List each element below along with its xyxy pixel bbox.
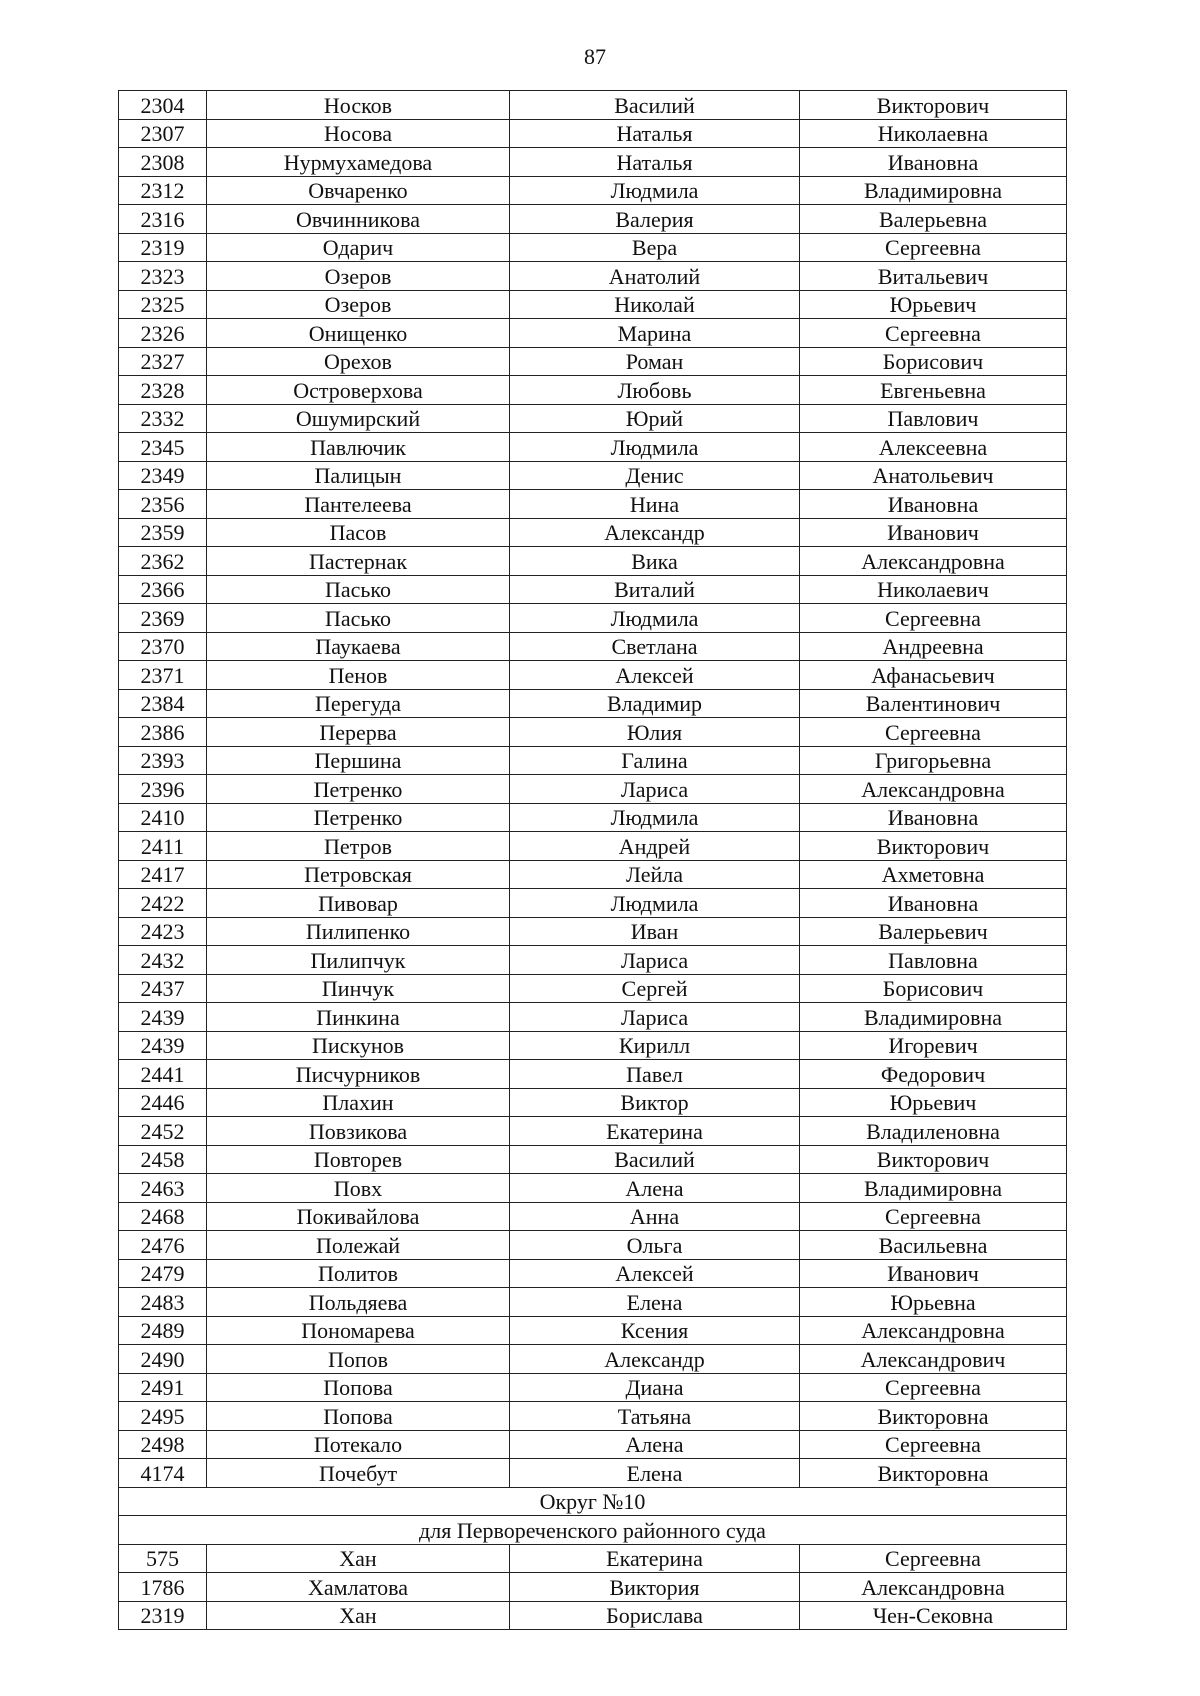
first-name: Борислава <box>510 1601 800 1630</box>
first-name: Наталья <box>510 119 800 148</box>
first-name: Анатолий <box>510 262 800 291</box>
table-row <box>119 746 1067 775</box>
patronymic: Александрович <box>800 1345 1067 1374</box>
last-name: Петренко <box>207 775 510 804</box>
last-name: Петров <box>207 832 510 861</box>
patronymic: Владимировна <box>800 1174 1067 1203</box>
row-number: 2463 <box>119 1174 207 1203</box>
patronymic: Викторовна <box>800 1459 1067 1488</box>
patronymic: Сергеевна <box>800 233 1067 262</box>
row-number: 2369 <box>119 604 207 633</box>
row-number: 2432 <box>119 946 207 975</box>
patronymic: Викторович <box>800 91 1067 120</box>
first-name: Валерия <box>510 205 800 234</box>
last-name: Онищенко <box>207 319 510 348</box>
row-number: 2370 <box>119 632 207 661</box>
row-number: 2319 <box>119 233 207 262</box>
row-number: 2386 <box>119 718 207 747</box>
first-name: Виталий <box>510 575 800 604</box>
first-name: Наталья <box>510 148 800 177</box>
table-row <box>119 604 1067 633</box>
table-row <box>119 689 1067 718</box>
first-name: Людмила <box>510 889 800 918</box>
patronymic: Сергеевна <box>800 319 1067 348</box>
first-name: Галина <box>510 746 800 775</box>
juror-list-table <box>118 90 1067 1630</box>
table-row <box>119 1231 1067 1260</box>
table-row <box>119 1117 1067 1146</box>
patronymic: Николаевич <box>800 575 1067 604</box>
patronymic: Игоревич <box>800 1031 1067 1060</box>
row-number: 2316 <box>119 205 207 234</box>
first-name: Алексей <box>510 661 800 690</box>
first-name: Виктор <box>510 1088 800 1117</box>
first-name: Алена <box>510 1430 800 1459</box>
row-number: 1786 <box>119 1573 207 1602</box>
last-name: Пивовар <box>207 889 510 918</box>
patronymic: Борисович <box>800 974 1067 1003</box>
first-name: Владимир <box>510 689 800 718</box>
patronymic: Сергеевна <box>800 604 1067 633</box>
patronymic: Валерьевич <box>800 917 1067 946</box>
row-number: 2489 <box>119 1316 207 1345</box>
last-name: Хан <box>207 1601 510 1630</box>
patronymic: Ивановна <box>800 148 1067 177</box>
row-number: 2326 <box>119 319 207 348</box>
last-name: Пинкина <box>207 1003 510 1032</box>
first-name: Юлия <box>510 718 800 747</box>
table-row <box>119 1259 1067 1288</box>
first-name: Иван <box>510 917 800 946</box>
first-name: Екатерина <box>510 1117 800 1146</box>
last-name: Пилипенко <box>207 917 510 946</box>
row-number: 2328 <box>119 376 207 405</box>
first-name: Людмила <box>510 604 800 633</box>
patronymic: Николаевна <box>800 119 1067 148</box>
last-name: Озеров <box>207 262 510 291</box>
patronymic: Васильевна <box>800 1231 1067 1260</box>
patronymic: Ахметовна <box>800 860 1067 889</box>
last-name: Пасов <box>207 518 510 547</box>
table-row <box>119 1345 1067 1374</box>
patronymic: Сергеевна <box>800 1373 1067 1402</box>
last-name: Овчаренко <box>207 176 510 205</box>
last-name: Хамлатова <box>207 1573 510 1602</box>
table-row <box>119 205 1067 234</box>
row-number: 2393 <box>119 746 207 775</box>
table-row <box>119 290 1067 319</box>
patronymic: Владимировна <box>800 176 1067 205</box>
first-name: Людмила <box>510 803 800 832</box>
last-name: Орехов <box>207 347 510 376</box>
table-row <box>119 860 1067 889</box>
patronymic: Борисович <box>800 347 1067 376</box>
first-name: Марина <box>510 319 800 348</box>
table-row <box>119 91 1067 120</box>
table-row <box>119 376 1067 405</box>
row-number: 2327 <box>119 347 207 376</box>
last-name: Пантелеева <box>207 490 510 519</box>
last-name: Носков <box>207 91 510 120</box>
row-number: 2423 <box>119 917 207 946</box>
first-name: Светлана <box>510 632 800 661</box>
row-number: 2458 <box>119 1145 207 1174</box>
patronymic: Алексеевна <box>800 433 1067 462</box>
first-name: Роман <box>510 347 800 376</box>
last-name: Першина <box>207 746 510 775</box>
first-name: Василий <box>510 1145 800 1174</box>
patronymic: Павловна <box>800 946 1067 975</box>
table-row <box>119 718 1067 747</box>
patronymic: Григорьевна <box>800 746 1067 775</box>
first-name: Лейла <box>510 860 800 889</box>
table-row <box>119 946 1067 975</box>
table-row <box>119 1402 1067 1431</box>
last-name: Ошумирский <box>207 404 510 433</box>
first-name: Александр <box>510 518 800 547</box>
row-number: 2468 <box>119 1202 207 1231</box>
table-row <box>119 148 1067 177</box>
table-row <box>119 775 1067 804</box>
table-row <box>119 575 1067 604</box>
row-number: 2437 <box>119 974 207 1003</box>
table-row <box>119 262 1067 291</box>
row-number: 2441 <box>119 1060 207 1089</box>
row-number: 2417 <box>119 860 207 889</box>
table-row <box>119 1003 1067 1032</box>
first-name: Елена <box>510 1288 800 1317</box>
last-name: Одарич <box>207 233 510 262</box>
table-row <box>119 1544 1067 1573</box>
row-number: 2319 <box>119 1601 207 1630</box>
row-number: 2439 <box>119 1031 207 1060</box>
last-name: Озеров <box>207 290 510 319</box>
section-rows <box>119 1544 1067 1630</box>
row-number: 4174 <box>119 1459 207 1488</box>
first-name: Ксения <box>510 1316 800 1345</box>
patronymic: Сергеевна <box>800 1544 1067 1573</box>
first-name: Анна <box>510 1202 800 1231</box>
table-row <box>119 1031 1067 1060</box>
first-name: Алексей <box>510 1259 800 1288</box>
patronymic: Сергеевна <box>800 1430 1067 1459</box>
last-name: Попова <box>207 1402 510 1431</box>
last-name: Петровская <box>207 860 510 889</box>
patronymic: Иванович <box>800 1259 1067 1288</box>
patronymic: Чен-Сековна <box>800 1601 1067 1630</box>
last-name: Пасько <box>207 575 510 604</box>
first-name: Вера <box>510 233 800 262</box>
table-row <box>119 632 1067 661</box>
row-number: 2345 <box>119 433 207 462</box>
table-row <box>119 1060 1067 1089</box>
table-row <box>119 119 1067 148</box>
patronymic: Владиленовна <box>800 1117 1067 1146</box>
table-row <box>119 404 1067 433</box>
table-row <box>119 1459 1067 1488</box>
first-name: Лариса <box>510 1003 800 1032</box>
last-name: Пилипчук <box>207 946 510 975</box>
last-name: Островерхова <box>207 376 510 405</box>
patronymic: Александровна <box>800 775 1067 804</box>
last-name: Петренко <box>207 803 510 832</box>
row-number: 2491 <box>119 1373 207 1402</box>
row-number: 2325 <box>119 290 207 319</box>
first-name: Александр <box>510 1345 800 1374</box>
last-name: Попов <box>207 1345 510 1374</box>
table-row <box>119 547 1067 576</box>
first-name: Екатерина <box>510 1544 800 1573</box>
table-row <box>119 1573 1067 1602</box>
table-row <box>119 1430 1067 1459</box>
table-row <box>119 974 1067 1003</box>
last-name: Пинчук <box>207 974 510 1003</box>
row-number: 2359 <box>119 518 207 547</box>
first-name: Василий <box>510 91 800 120</box>
patronymic: Владимировна <box>800 1003 1067 1032</box>
patronymic: Валерьевна <box>800 205 1067 234</box>
patronymic: Иванович <box>800 518 1067 547</box>
patronymic: Афанасьевич <box>800 661 1067 690</box>
row-number: 2452 <box>119 1117 207 1146</box>
row-number: 2439 <box>119 1003 207 1032</box>
table-row <box>119 803 1067 832</box>
last-name: Плахин <box>207 1088 510 1117</box>
patronymic: Ивановна <box>800 490 1067 519</box>
first-name: Виктория <box>510 1573 800 1602</box>
patronymic: Валентинович <box>800 689 1067 718</box>
patronymic: Викторович <box>800 1145 1067 1174</box>
last-name: Хан <box>207 1544 510 1573</box>
last-name: Перегуда <box>207 689 510 718</box>
table-row <box>119 518 1067 547</box>
row-number: 2483 <box>119 1288 207 1317</box>
section-header <box>119 1487 1067 1544</box>
first-name: Ольга <box>510 1231 800 1260</box>
row-number: 2366 <box>119 575 207 604</box>
table-row <box>119 490 1067 519</box>
first-name: Алена <box>510 1174 800 1203</box>
first-name: Кирилл <box>510 1031 800 1060</box>
table-row <box>119 1288 1067 1317</box>
first-name: Людмила <box>510 433 800 462</box>
section-title-row <box>119 1487 1067 1516</box>
first-name: Татьяна <box>510 1402 800 1431</box>
row-number: 2411 <box>119 832 207 861</box>
row-number: 2396 <box>119 775 207 804</box>
table-row <box>119 233 1067 262</box>
last-name: Павлючик <box>207 433 510 462</box>
row-number: 2332 <box>119 404 207 433</box>
table-row <box>119 889 1067 918</box>
first-name: Вика <box>510 547 800 576</box>
table-row <box>119 661 1067 690</box>
row-number: 2498 <box>119 1430 207 1459</box>
last-name: Повзикова <box>207 1117 510 1146</box>
patronymic: Сергеевна <box>800 718 1067 747</box>
last-name: Политов <box>207 1259 510 1288</box>
last-name: Паукаева <box>207 632 510 661</box>
first-name: Павел <box>510 1060 800 1089</box>
table-row <box>119 433 1067 462</box>
patronymic: Александровна <box>800 1316 1067 1345</box>
patronymic: Андреевна <box>800 632 1067 661</box>
patronymic: Павлович <box>800 404 1067 433</box>
last-name: Носова <box>207 119 510 148</box>
row-number: 2349 <box>119 461 207 490</box>
patronymic: Викторович <box>800 832 1067 861</box>
row-number: 575 <box>119 1544 207 1573</box>
row-number: 2446 <box>119 1088 207 1117</box>
first-name: Людмила <box>510 176 800 205</box>
last-name: Повторев <box>207 1145 510 1174</box>
last-name: Попова <box>207 1373 510 1402</box>
last-name: Пасько <box>207 604 510 633</box>
last-name: Пискунов <box>207 1031 510 1060</box>
table-row <box>119 176 1067 205</box>
patronymic: Федорович <box>800 1060 1067 1089</box>
patronymic: Юрьевич <box>800 1088 1067 1117</box>
last-name: Повх <box>207 1174 510 1203</box>
row-number: 2308 <box>119 148 207 177</box>
row-number: 2312 <box>119 176 207 205</box>
patronymic: Евгеньевна <box>800 376 1067 405</box>
patronymic: Викторовна <box>800 1402 1067 1431</box>
section-title: Округ №10 <box>119 1487 1067 1516</box>
first-name: Нина <box>510 490 800 519</box>
last-name: Овчинникова <box>207 205 510 234</box>
last-name: Полежай <box>207 1231 510 1260</box>
table-row <box>119 917 1067 946</box>
row-number: 2307 <box>119 119 207 148</box>
row-number: 2476 <box>119 1231 207 1260</box>
table-row <box>119 319 1067 348</box>
row-number: 2479 <box>119 1259 207 1288</box>
first-name: Андрей <box>510 832 800 861</box>
patronymic: Александровна <box>800 547 1067 576</box>
table-row <box>119 832 1067 861</box>
last-name: Покивайлова <box>207 1202 510 1231</box>
first-name: Диана <box>510 1373 800 1402</box>
patronymic: Сергеевна <box>800 1202 1067 1231</box>
row-number: 2371 <box>119 661 207 690</box>
row-number: 2422 <box>119 889 207 918</box>
last-name: Польдяева <box>207 1288 510 1317</box>
patronymic: Ивановна <box>800 889 1067 918</box>
row-number: 2490 <box>119 1345 207 1374</box>
table-row <box>119 1316 1067 1345</box>
last-name: Писчурников <box>207 1060 510 1089</box>
table-row <box>119 347 1067 376</box>
last-name: Пономарева <box>207 1316 510 1345</box>
page-number: 87 <box>584 44 606 69</box>
last-name: Нурмухамедова <box>207 148 510 177</box>
last-name: Перерва <box>207 718 510 747</box>
table-row <box>119 461 1067 490</box>
row-number: 2356 <box>119 490 207 519</box>
last-name: Палицын <box>207 461 510 490</box>
first-name: Сергей <box>510 974 800 1003</box>
table-row <box>119 1145 1067 1174</box>
first-name: Лариса <box>510 775 800 804</box>
first-name: Елена <box>510 1459 800 1488</box>
patronymic: Анатольевич <box>800 461 1067 490</box>
first-name: Николай <box>510 290 800 319</box>
table-row <box>119 1174 1067 1203</box>
patronymic: Юрьевна <box>800 1288 1067 1317</box>
table-row <box>119 1373 1067 1402</box>
row-number: 2384 <box>119 689 207 718</box>
last-name: Пастернак <box>207 547 510 576</box>
first-name: Денис <box>510 461 800 490</box>
row-number: 2362 <box>119 547 207 576</box>
table-row <box>119 1601 1067 1630</box>
last-name: Пенов <box>207 661 510 690</box>
patronymic: Александровна <box>800 1573 1067 1602</box>
first-name: Юрий <box>510 404 800 433</box>
last-name: Почебут <box>207 1459 510 1488</box>
first-name: Любовь <box>510 376 800 405</box>
first-name: Лариса <box>510 946 800 975</box>
row-number: 2495 <box>119 1402 207 1431</box>
patronymic: Витальевич <box>800 262 1067 291</box>
section-subtitle-row <box>119 1516 1067 1545</box>
row-number: 2323 <box>119 262 207 291</box>
row-number: 2304 <box>119 91 207 120</box>
section-subtitle: для Первореченского районного суда <box>119 1516 1067 1545</box>
row-number: 2410 <box>119 803 207 832</box>
table-row <box>119 1202 1067 1231</box>
patronymic: Юрьевич <box>800 290 1067 319</box>
table-row <box>119 1088 1067 1117</box>
main-rows <box>119 91 1067 1488</box>
patronymic: Ивановна <box>800 803 1067 832</box>
last-name: Потекало <box>207 1430 510 1459</box>
